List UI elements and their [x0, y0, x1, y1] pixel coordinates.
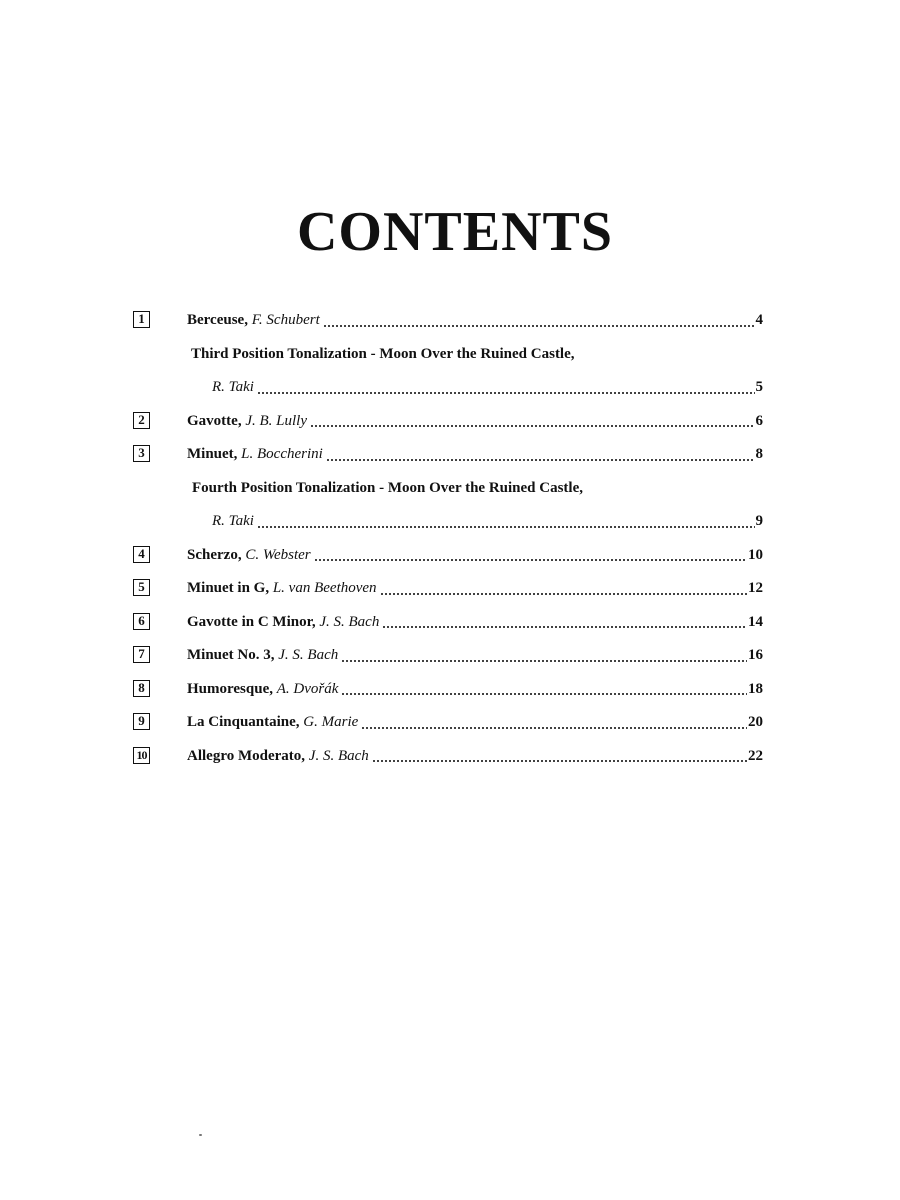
- entry-number-box: 4: [133, 546, 150, 563]
- piece-title: Minuet No. 3,: [187, 647, 275, 664]
- table-of-contents: [133, 304, 763, 773]
- piece-title: Allegro Moderato,: [187, 747, 306, 764]
- dot-leader: [361, 727, 747, 729]
- page-number: 5: [755, 379, 763, 396]
- toc-entry[interactable]: [212, 371, 763, 405]
- piece-title: Gavotte in C Minor,: [187, 613, 316, 630]
- composer-name: R. Taki: [212, 379, 254, 396]
- page-title: CONTENTS: [296, 201, 614, 263]
- toc-entry[interactable]: [187, 606, 763, 640]
- dot-leader: [382, 626, 747, 628]
- piece-title: La Cinquantaine,: [187, 714, 300, 731]
- toc-row: [133, 639, 763, 673]
- piece-title: Third Position Tonalization - Moon Over the Ruined Castle,: [191, 345, 575, 362]
- composer-name: C. Webster: [245, 546, 311, 563]
- toc-row: [133, 405, 763, 439]
- toc-row: [133, 505, 763, 539]
- toc-row: [133, 706, 763, 740]
- toc-entry[interactable]: [212, 505, 763, 539]
- page-number: 4: [755, 312, 763, 329]
- dot-leader: [372, 760, 747, 762]
- toc-row: [133, 740, 763, 774]
- page-number: 10: [748, 546, 763, 563]
- toc-entry[interactable]: [191, 338, 763, 372]
- toc-entry[interactable]: [187, 673, 763, 707]
- dot-leader: [310, 425, 755, 427]
- composer-name: R. Taki: [212, 513, 254, 530]
- entry-number-box: 8: [133, 680, 150, 697]
- dot-leader: [341, 693, 747, 695]
- entry-number-box: 2: [133, 412, 150, 429]
- page-number: 14: [748, 613, 763, 630]
- page-number: 12: [748, 580, 763, 597]
- toc-entry[interactable]: [187, 572, 763, 606]
- piece-title: Humoresque,: [187, 680, 273, 697]
- page-number: 9: [755, 513, 763, 530]
- toc-row: [133, 438, 763, 472]
- toc-row: [133, 371, 763, 405]
- dot-leader: [326, 459, 755, 461]
- entry-number-box: 9: [133, 713, 150, 730]
- dot-leader: [323, 325, 755, 327]
- composer-name: J. S. Bach: [319, 613, 380, 630]
- toc-entry[interactable]: [187, 438, 763, 472]
- scan-speck: [199, 1134, 202, 1136]
- dot-leader: [380, 593, 747, 595]
- page-number: 22: [748, 747, 763, 764]
- toc-row: [133, 673, 763, 707]
- dot-leader: [341, 660, 747, 662]
- toc-row: [133, 472, 763, 506]
- entry-number-box: 7: [133, 646, 150, 663]
- entry-number-box: 1: [133, 311, 150, 328]
- composer-name: L. Boccherini: [241, 446, 323, 463]
- composer-name: A. Dvořák: [276, 680, 339, 697]
- page-number: 8: [755, 446, 763, 463]
- dot-leader: [257, 526, 755, 528]
- composer-name: J. S. Bach: [308, 747, 369, 764]
- piece-title: Fourth Position Tonalization - Moon Over the Ruined Castle,: [192, 479, 583, 496]
- page-number: 18: [748, 680, 763, 697]
- piece-title: Minuet in G,: [187, 580, 270, 597]
- toc-entry[interactable]: [187, 405, 763, 439]
- piece-title: Gavotte,: [187, 412, 242, 429]
- composer-name: J. B. Lully: [245, 412, 307, 429]
- entry-number-box: 6: [133, 613, 150, 630]
- toc-entry[interactable]: [192, 472, 763, 506]
- dot-leader: [314, 559, 747, 561]
- toc-row: [133, 572, 763, 606]
- dot-leader: [257, 392, 755, 394]
- toc-entry[interactable]: [187, 304, 763, 338]
- toc-row: [133, 539, 763, 573]
- page-number: 6: [755, 412, 763, 429]
- toc-row: [133, 304, 763, 338]
- composer-name: G. Marie: [303, 714, 359, 731]
- toc-row: [133, 338, 763, 372]
- composer-name: J. S. Bach: [278, 647, 339, 664]
- entry-number-box: 10: [133, 747, 150, 764]
- toc-entry[interactable]: [187, 740, 763, 774]
- entry-number-box: 3: [133, 445, 150, 462]
- toc-entry[interactable]: [187, 706, 763, 740]
- page-number: 16: [748, 647, 763, 664]
- entry-number-box: 5: [133, 579, 150, 596]
- page-number: 20: [748, 714, 763, 731]
- composer-name: F. Schubert: [251, 312, 320, 329]
- composer-name: L. van Beethoven: [272, 580, 377, 597]
- toc-entry[interactable]: [187, 539, 763, 573]
- piece-title: Scherzo,: [187, 546, 242, 563]
- toc-row: [133, 606, 763, 640]
- piece-title: Berceuse,: [187, 312, 248, 329]
- piece-title: Minuet,: [187, 446, 238, 463]
- toc-entry[interactable]: [187, 639, 763, 673]
